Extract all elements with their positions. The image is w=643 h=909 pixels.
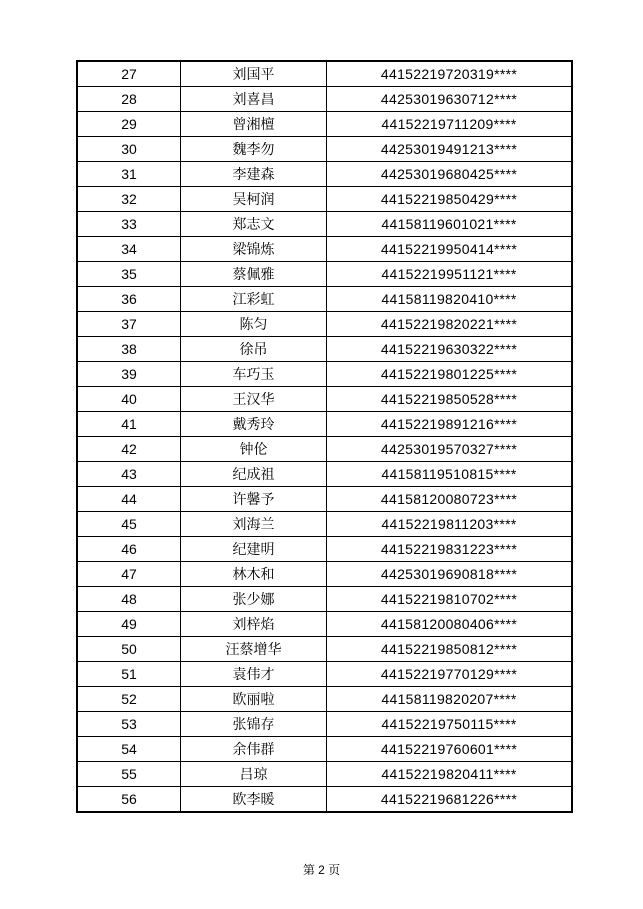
id-number-cell: 44158120080723**** [327,487,573,512]
id-number-cell: 44152219811203**** [327,512,573,537]
person-name-cell: 魏李勿 [181,137,327,162]
table-row [77,412,572,437]
row-index-cell: 49 [77,612,181,637]
table-row [77,87,572,112]
id-number-cell: 44152219950414**** [327,237,573,262]
row-index-cell: 28 [77,87,181,112]
table-row [77,287,572,312]
person-name-cell: 王汉华 [181,387,327,412]
person-name-cell: 汪蔡增华 [181,637,327,662]
person-name-cell: 刘海兰 [181,512,327,537]
table-row [77,537,572,562]
table-row [77,762,572,787]
table-row [77,637,572,662]
person-name-cell: 吕琼 [181,762,327,787]
table-row [77,512,572,537]
person-name-cell: 江彩虹 [181,287,327,312]
row-index-cell: 54 [77,737,181,762]
row-index-cell: 34 [77,237,181,262]
row-index-cell: 47 [77,562,181,587]
table-row [77,662,572,687]
person-name-cell: 欧李暖 [181,787,327,813]
id-number-cell: 44152219681226**** [327,787,573,813]
person-name-cell: 纪成祖 [181,462,327,487]
row-index-cell: 55 [77,762,181,787]
id-number-cell: 44158119820207**** [327,687,573,712]
table-row [77,612,572,637]
person-name-cell: 郑志文 [181,212,327,237]
table-row [77,437,572,462]
person-name-cell: 刘梓焰 [181,612,327,637]
row-index-cell: 40 [77,387,181,412]
person-name-cell: 蔡佩雅 [181,262,327,287]
id-number-cell: 44253019491213**** [327,137,573,162]
row-index-cell: 38 [77,337,181,362]
person-name-cell: 袁伟才 [181,662,327,687]
id-number-cell: 44158119510815**** [327,462,573,487]
person-name-cell: 陈匀 [181,312,327,337]
row-index-cell: 31 [77,162,181,187]
row-index-cell: 29 [77,112,181,137]
table-row [77,212,572,237]
person-name-cell: 钟伦 [181,437,327,462]
person-name-cell: 纪建明 [181,537,327,562]
table-row [77,112,572,137]
table-row [77,462,572,487]
person-name-cell: 吴柯润 [181,187,327,212]
person-name-cell: 梁锦炼 [181,237,327,262]
id-number-cell: 44152219630322**** [327,337,573,362]
id-number-cell: 44152219810702**** [327,587,573,612]
id-number-cell: 44253019680425**** [327,162,573,187]
person-name-cell: 戴秀玲 [181,412,327,437]
id-number-cell: 44158120080406**** [327,612,573,637]
row-index-cell: 43 [77,462,181,487]
table-row [77,187,572,212]
person-name-cell: 许馨予 [181,487,327,512]
row-index-cell: 44 [77,487,181,512]
person-name-cell: 李建森 [181,162,327,187]
row-index-cell: 45 [77,512,181,537]
row-index-cell: 51 [77,662,181,687]
table-row [77,787,572,813]
row-index-cell: 27 [77,61,181,87]
table-row [77,737,572,762]
id-number-cell: 44152219850528**** [327,387,573,412]
row-index-cell: 35 [77,262,181,287]
row-index-cell: 42 [77,437,181,462]
person-name-cell: 曾湘檀 [181,112,327,137]
id-number-cell: 44152219831223**** [327,537,573,562]
person-name-cell: 林木和 [181,562,327,587]
roster-table [76,60,573,813]
id-number-cell: 44253019690818**** [327,562,573,587]
person-name-cell: 刘喜昌 [181,87,327,112]
table-row [77,262,572,287]
table-row [77,712,572,737]
id-number-cell: 44152219750115**** [327,712,573,737]
row-index-cell: 48 [77,587,181,612]
row-index-cell: 37 [77,312,181,337]
page-number-footer: 第 2 页 [302,863,341,877]
table-row [77,362,572,387]
table-row [77,61,572,87]
id-number-cell: 44152219711209**** [327,112,573,137]
table-row [77,387,572,412]
person-name-cell: 车巧玉 [181,362,327,387]
row-index-cell: 36 [77,287,181,312]
table-row [77,562,572,587]
row-index-cell: 33 [77,212,181,237]
table-row [77,337,572,362]
table-row [77,587,572,612]
id-number-cell: 44152219720319**** [327,61,573,87]
id-number-cell: 44152219850812**** [327,637,573,662]
row-index-cell: 50 [77,637,181,662]
table-row [77,162,572,187]
table-body [77,61,572,812]
row-index-cell: 53 [77,712,181,737]
person-name-cell: 张锦存 [181,712,327,737]
row-index-cell: 56 [77,787,181,813]
table-row [77,237,572,262]
row-index-cell: 52 [77,687,181,712]
id-number-cell: 44253019630712**** [327,87,573,112]
id-number-cell: 44158119601021**** [327,212,573,237]
person-name-cell: 刘国平 [181,61,327,87]
id-number-cell: 44152219820411**** [327,762,573,787]
table-row [77,487,572,512]
table-row [77,687,572,712]
id-number-cell: 44253019570327**** [327,437,573,462]
person-name-cell: 张少娜 [181,587,327,612]
id-number-cell: 44152219820221**** [327,312,573,337]
row-index-cell: 46 [77,537,181,562]
id-number-cell: 44152219770129**** [327,662,573,687]
id-number-cell: 44152219850429**** [327,187,573,212]
table-row [77,312,572,337]
row-index-cell: 41 [77,412,181,437]
id-number-cell: 44152219891216**** [327,412,573,437]
person-name-cell: 欧丽啦 [181,687,327,712]
person-name-cell: 余伟群 [181,737,327,762]
table-row [77,137,572,162]
row-index-cell: 39 [77,362,181,387]
row-index-cell: 32 [77,187,181,212]
id-number-cell: 44152219760601**** [327,737,573,762]
row-index-cell: 30 [77,137,181,162]
id-number-cell: 44152219801225**** [327,362,573,387]
id-number-cell: 44158119820410**** [327,287,573,312]
person-name-cell: 徐吊 [181,337,327,362]
id-number-cell: 44152219951121**** [327,262,573,287]
